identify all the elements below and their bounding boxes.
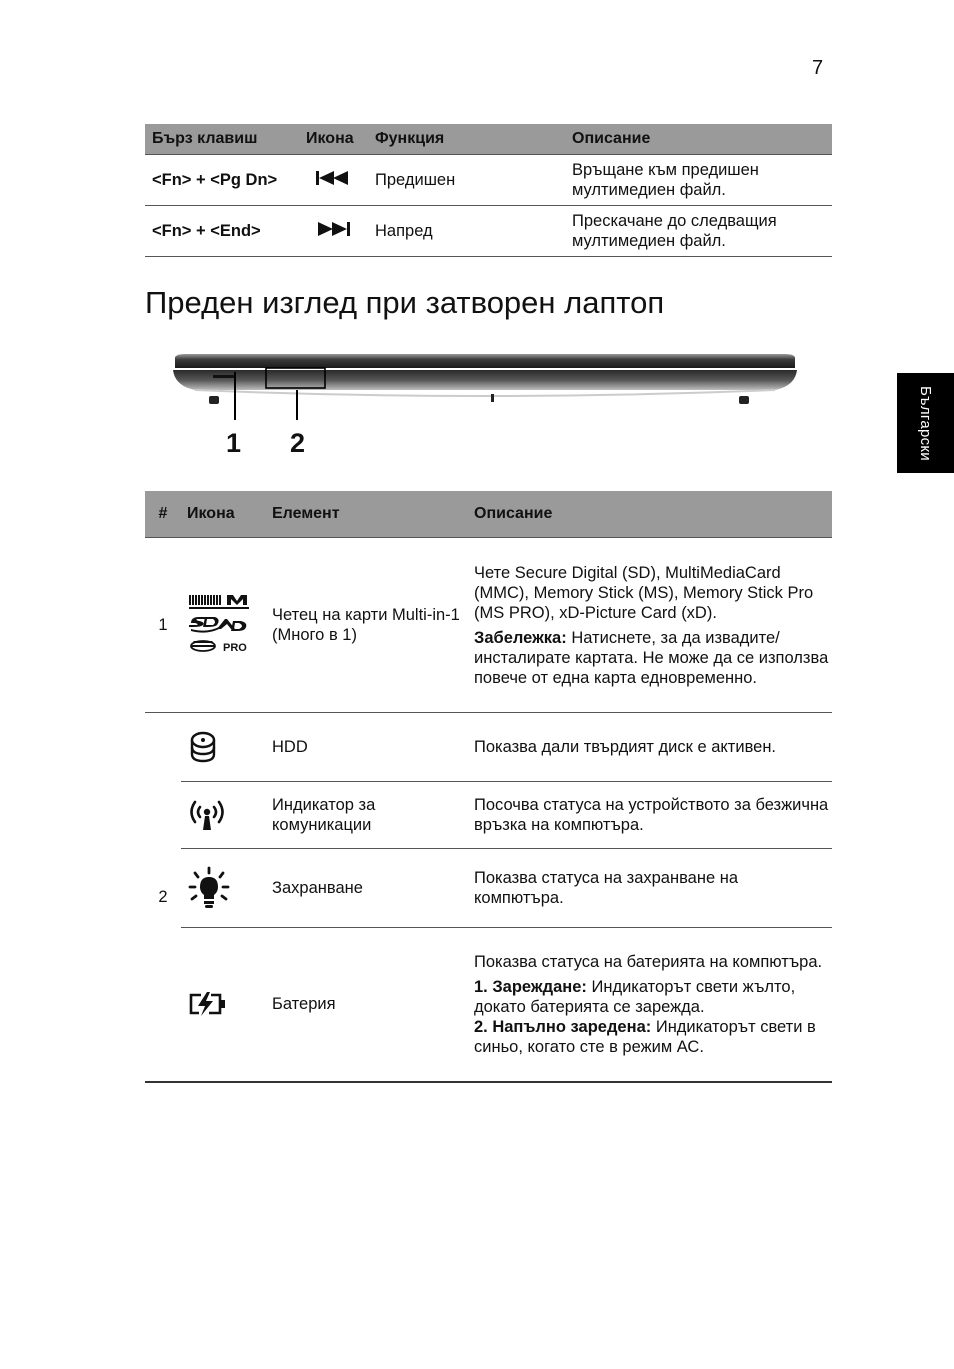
hdd-icon [187,730,219,764]
section-title: Преден изглед при затворен лаптоп [145,285,665,320]
element-cell: Батерия [265,928,467,1082]
hotkey-table [145,124,832,257]
language-label: Български [917,385,934,461]
charging-label: 1. Зареждане: [474,977,587,996]
callout-1: 1 [226,428,242,458]
hotkey-cell: <Fn> + <End> [145,206,300,257]
function-cell: Напред [368,206,565,257]
header-icon: Икона [300,124,368,155]
number-cell: 1 [145,538,181,713]
callout-2: 2 [290,428,306,458]
header-icon: Икона [181,491,265,538]
charging-text: Индикаторът свети жълто, докато батерията се зарежда. [474,977,796,1016]
table-row [145,206,832,257]
icon-cell [181,538,265,713]
element-cell: Индикатор за комуникации [265,782,467,849]
description-text: Чете Secure Digital (SD), MultiMediaCard (MMC), Memory Stick (MS), Memory Stick Pro (MS PRO), xD-Picture Card (xD). [474,563,814,622]
table-row [145,849,832,928]
table-row [145,713,832,782]
components-table-header [145,491,832,538]
language-side-tab [897,373,954,473]
header-description: Описание [565,124,832,155]
charging-item [474,977,832,1057]
element-cell: Четец на карти Multi-in-1 (Много в 1) [265,538,467,713]
hotkey-table-header [145,124,832,155]
battery-icon [187,991,227,1017]
icon-cell [181,713,265,782]
laptop-front-illustration [165,350,805,420]
next-track-icon [315,221,353,237]
icon-cell [300,206,368,257]
number-cell: 2 [145,713,181,1082]
icon-cell [181,928,265,1082]
wireless-icon [187,798,227,832]
power-icon [187,866,231,910]
icon-cell [300,155,368,206]
header-function: Функция [368,124,565,155]
header-element: Елемент [265,491,467,538]
function-cell: Предишен [368,155,565,206]
note-body: Натиснете, за да извадите/ инсталирате картата. Не може да се използва повече от една карта едновременно. [474,628,829,687]
description-cell: Показва дали твърдият диск е активен. [467,713,832,782]
memory-card-logos-icon [187,593,253,657]
header-description: Описание [467,491,832,538]
header-hotkey: Бърз клавиш [145,124,300,155]
charged-label: 2. Напълно заредена: [474,1017,652,1036]
description-cell: Показва статуса на захранване на компютъра. [467,849,832,928]
hotkey-cell: <Fn> + <Pg Dn> [145,155,300,206]
description-cell [467,538,832,713]
element-cell: Захранване [265,849,467,928]
table-row [145,928,832,1082]
icon-cell [181,782,265,849]
header-number: # [145,491,181,538]
element-cell: HDD [265,713,467,782]
description-cell: Връщане към предишен мултимедиен файл. [565,155,832,206]
description-cell: Посочва статуса на устройството за безжична връзка на компютъра. [467,782,832,849]
table-row [145,155,832,206]
components-table [145,491,832,1083]
description-cell: Прескачане до следващия мултимедиен файл. [565,206,832,257]
charged-text: Индикаторът свети в синьо, когато сте в режим АС. [474,1017,816,1056]
note-text [474,628,832,688]
description-cell [467,928,832,1082]
page-number: 7 [812,57,824,79]
note-label: Забележка: [474,628,567,647]
description-text: Показва статуса на батерията на компютъра. [474,952,823,971]
table-row [145,538,832,713]
icon-cell [181,849,265,928]
svg-text:PRO: PRO [223,642,247,654]
table-row [145,782,832,849]
previous-track-icon [315,170,353,186]
